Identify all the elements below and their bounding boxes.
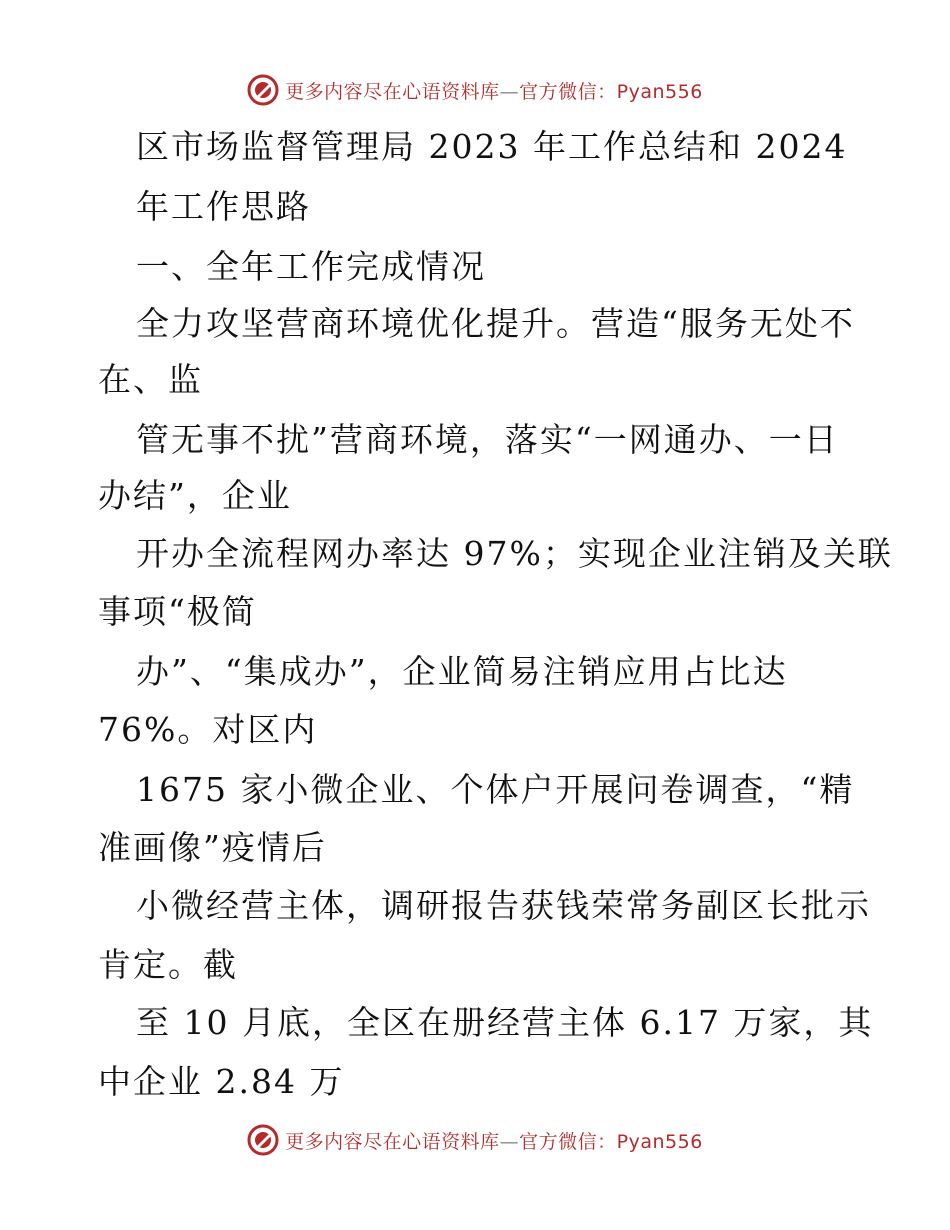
pen-logo-icon: [247, 74, 279, 106]
paragraph-line: 中企业 2.84 万: [98, 1062, 345, 1101]
paragraph-line: 76%。对区内: [98, 710, 318, 749]
paragraph-line: 至 10 月底，全区在册经营主体 6.17 万家，其: [136, 1003, 874, 1042]
paragraph-line: 1675 家小微企业、个体户开展问卷调查，“精: [136, 770, 855, 809]
paragraph-line: 办”、“集成办”，企业简易注销应用占比达: [136, 652, 788, 691]
banner-text: [285, 1127, 703, 1154]
pen-logo-icon: [247, 1124, 279, 1156]
banner-title: 更多内容尽在心语资料库: [285, 1130, 500, 1153]
banner-separator: —: [499, 80, 520, 103]
banner-separator: —: [499, 1130, 520, 1153]
paragraph-line: 办结”，企业: [98, 476, 292, 515]
section-heading: 一、全年工作完成情况: [136, 247, 486, 286]
paragraph-line: 事项“极简: [98, 592, 257, 631]
paragraph-line: 管无事不扰”营商环境，落实“一网通办、一日: [136, 420, 839, 459]
banner-contact: 官方微信：Pyan556: [519, 1130, 703, 1153]
header-banner: [0, 70, 950, 110]
paragraph-line: 准画像”疫情后: [98, 828, 327, 867]
paragraph-line: 肯定。截: [98, 945, 238, 984]
footer-banner: [0, 1120, 950, 1160]
banner-contact: 官方微信：Pyan556: [519, 80, 703, 103]
banner-text: [285, 77, 703, 104]
doc-title-line-1: 区市场监督管理局 2023 年工作总结和 2024: [136, 127, 848, 166]
doc-title-line-2: 年工作思路: [136, 187, 311, 226]
paragraph-line: 在、监: [98, 360, 203, 399]
paragraph-line: 开办全流程网办率达 97%；实现企业注销及关联: [136, 534, 893, 573]
paragraph-line: 小微经营主体，调研报告获钱荣常务副区长批示: [136, 886, 871, 925]
paragraph-line: 全力攻坚营商环境优化提升。营造“服务无处不: [136, 304, 855, 343]
banner-title: 更多内容尽在心语资料库: [285, 80, 500, 103]
